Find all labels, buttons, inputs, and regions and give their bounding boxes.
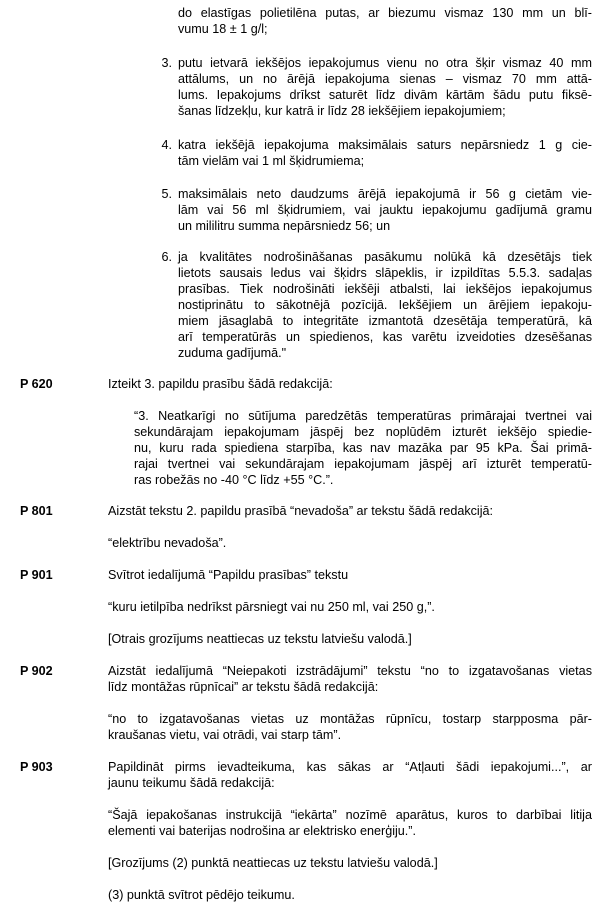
p903-final — [108, 887, 592, 903]
p903-quote — [108, 807, 592, 839]
text-line: tām vielām vai 1 ml šķidrumiema; — [178, 154, 365, 168]
list-number: 3. — [161, 56, 172, 70]
text-line: putu ietvarā iekšējos iepakojumus vienu no otra šķir vismaz 40 mm — [178, 56, 592, 70]
list-item — [178, 137, 592, 169]
text-line: šanas līdzekļu, kur katrā ir līdz 28 iekšējiem iepakojumiem; — [178, 104, 506, 118]
text-line: līdz montāžas rūpnīcai” ar tekstu šādā redakcijā: — [108, 680, 379, 694]
text-line: katra iekšējā iepakojuma maksimālais saturs nepārsniedz 1 g cie- — [178, 138, 592, 152]
text-line: vumu 18 ± 1 g/l; — [178, 22, 268, 36]
text-line: kraušanas vietu, vai otrādi, vai starp tām”. — [108, 728, 342, 742]
text-line: attālums, un no ārējā iepakojuma sienas – vismaz 70 mm attā- — [178, 72, 592, 86]
text-line: prasības. Tiek nodrošināti iekšēji atbalsti, lai iekšējos iepakojumus — [178, 282, 592, 296]
p801-instruction — [108, 503, 592, 519]
text-line: nu, kuru rada spiediena starpība, kas nav mazāka par 95 kPa. Šai primā- — [134, 441, 592, 455]
text-line: jaunu teikumu šādā redakcijā: — [108, 776, 275, 790]
text-line: “3. Neatkarīgi no sūtījuma paredzētās temperatūras primārajai tvertnei vai — [134, 409, 592, 423]
text-line: do elastīgas polietilēna putas, ar biezumu vismaz 130 mm un blī- — [178, 6, 592, 20]
p620-instruction — [108, 376, 592, 392]
text-line: nostiprinātu to sākotnējā pozīcijā. Iekšējiem un ārējiem iepakoju- — [178, 298, 592, 312]
text-line: Aizstāt iedalījumā “Neiepakoti izstrādājumi” tekstu “no to izgatavošanas vietas — [108, 664, 592, 678]
section-label-p902: P 902 — [20, 664, 53, 678]
text-line: [Otrais grozījums neattiecas uz tekstu latviešu valodā.] — [108, 632, 412, 646]
list-item — [178, 186, 592, 234]
text-line: [Grozījums (2) punktā neattiecas uz tekstu latviešu valodā.] — [108, 856, 438, 870]
p902-quote — [108, 711, 592, 743]
section-label-p801: P 801 — [20, 504, 53, 518]
p620-quote — [134, 408, 592, 488]
section-label-p620: P 620 — [20, 377, 53, 391]
text-line: lums. Iepakojums drīkst saturēt līdz divām kārtām šādu putu fiksē- — [178, 88, 592, 102]
text-line: Papildināt pirms ievadteikuma, kas sākas ar “Atļauti šādi iepakojumi...”, ar — [108, 760, 592, 774]
text-line: rajai tvertnei vai sekundārajam iepakojumam jāspēj arī izturēt temperatū- — [134, 457, 592, 471]
list-number: 4. — [161, 138, 172, 152]
text-line: “Šajā iepakošanas instrukcijā “iekārta” nozīmē aparātus, kuros to darbībai litija — [108, 808, 592, 822]
list-number: 6. — [161, 250, 172, 264]
list-number: 5. — [161, 187, 172, 201]
text-line: lām vai 56 ml šķidrumiem, vai jauktu iepakojumu gadījumā gramu — [178, 203, 592, 217]
intro-paragraph — [178, 5, 592, 37]
text-line: ja kvalitātes nodrošināšanas pasākumu nolūkā kā dzesētājs tiek — [178, 250, 592, 264]
text-line: sekundārajam iepakojumam jāspēj bez noplūdēm izturēt iekšējo spiedie- — [134, 425, 592, 439]
text-line: zuduma gadījumā." — [178, 346, 287, 360]
text-line: ras robežās no -40 °C līdz +55 °C.”. — [134, 473, 334, 487]
text-line: maksimālais neto daudzums ārējā iepakojumā ir 56 g cietām vie- — [178, 187, 592, 201]
text-line: Svītrot iedalījumā “Papildu prasības” tekstu — [108, 568, 349, 582]
list-item — [178, 55, 592, 119]
text-line: miem jāsaglabā to integritāte izmantotā dzesētāja temperatūrā, kā — [178, 314, 592, 328]
text-line: “elektrību nevadoša”. — [108, 536, 227, 550]
text-line: Aizstāt tekstu 2. papildu prasībā “nevadoša” ar tekstu šādā redakcijā: — [108, 504, 494, 518]
p901-instruction — [108, 567, 592, 583]
text-line: arī temperatūrās un spiedienos, kas varētu izveidoties dzesēšanas — [178, 330, 592, 344]
p801-quote — [108, 535, 592, 551]
p903-instruction — [108, 759, 592, 791]
text-line: un mililitru summa nepārsniedz 56; un — [178, 219, 391, 233]
p901-quote — [108, 599, 592, 615]
list-item — [178, 249, 592, 361]
text-line: “kuru ietilpība nedrīkst pārsniegt vai nu 250 ml, vai 250 g,”. — [108, 600, 435, 614]
section-label-p903: P 903 — [20, 760, 53, 774]
text-line: (3) punktā svītrot pēdējo teikumu. — [108, 888, 295, 902]
p902-instruction — [108, 663, 592, 695]
text-line: Izteikt 3. papildu prasību šādā redakcijā: — [108, 377, 333, 391]
text-line: elementi vai baterijas nodrošina ar elektrisko enerģiju.”. — [108, 824, 416, 838]
section-label-p901: P 901 — [20, 568, 53, 582]
p901-note — [108, 631, 592, 647]
text-line: lietots sausais ledus vai šķidrs slāpeklis, ir izpildītas 5.5.3. sadaļas — [178, 266, 592, 280]
text-line: “no to izgatavošanas vietas uz montāžas rūpnīcu, tostarp starpposma pār- — [108, 712, 592, 726]
p903-note — [108, 855, 592, 871]
